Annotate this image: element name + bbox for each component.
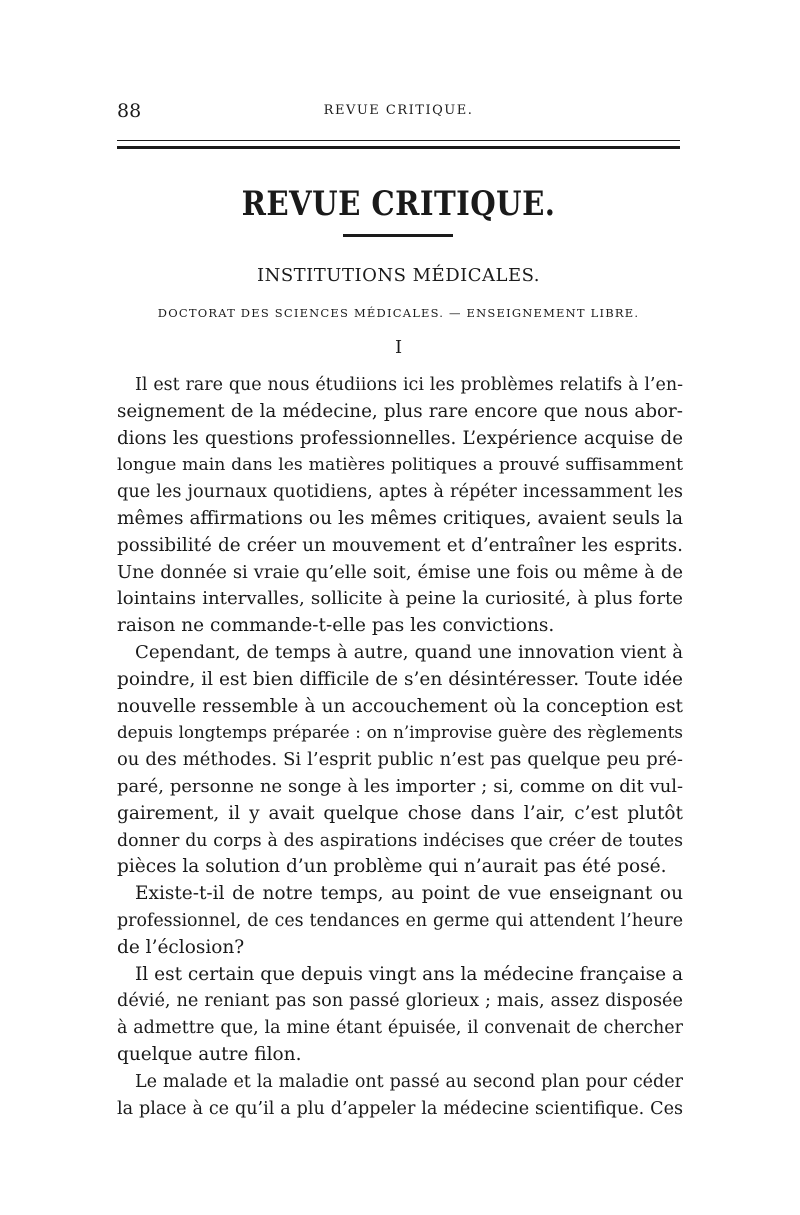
text-line: nouvelle ressemble à un accouchement où la conception est	[117, 695, 683, 717]
title-divider	[343, 234, 453, 237]
text-line: Une donnée si vraie qu’elle soit, émise une fois ou même à de	[117, 561, 683, 583]
text-line: Il est rare que nous étudiions ici les problèmes relatifs à l’en-	[135, 375, 683, 395]
page-title: REVUE CRITIQUE.	[241, 184, 556, 224]
part-numeral: I	[394, 337, 403, 358]
text-line: de l’éclosion?	[117, 936, 245, 958]
running-head	[117, 98, 680, 124]
text-line: Le malade et la maladie ont passé au second plan pour céder	[135, 1071, 683, 1092]
text-line: que les journaux quotidiens, aptes à répéter incessamment les	[117, 482, 683, 503]
header-rule-thin	[117, 140, 680, 141]
text-line: longue main dans les matières politiques a prouvé suffisamment	[117, 455, 683, 476]
text-line: dions les questions professionnelles. L’expérience acquise de	[117, 427, 683, 449]
text-line: raison ne commande-t-elle pas les convictions.	[117, 615, 555, 637]
text-line: lointains intervalles, sollicite à peine la curiosité, à plus forte	[117, 588, 683, 610]
text-line: paré, personne ne songe à les importer ; si, comme on dit vul-	[117, 775, 683, 797]
text-line: la place à ce qu’il a plu d’appeler la médecine scientifique. Ces	[117, 1098, 683, 1119]
text-line: dévié, ne reniant pas son passé glorieux ; mais, assez disposée	[117, 991, 683, 1012]
section-heading: INSTITUTIONS MÉDICALES.	[256, 265, 541, 286]
text-line: ou des méthodes. Si l’esprit public n’est pas quelque peu pré-	[117, 749, 683, 771]
text-line: pièces la solution d’un problème qui n’aurait pas été posé.	[117, 856, 667, 878]
text-line: mêmes affirmations ou les mêmes critiques, avaient seuls la	[117, 507, 683, 529]
text-line: Il est certain que depuis vingt ans la médecine française a	[135, 963, 683, 985]
text-line: donner du corps à des aspirations indécises que créer de toutes	[117, 830, 683, 851]
body-text	[117, 372, 683, 1122]
text-line: quelque autre filon.	[117, 1043, 302, 1065]
text-line: Cependant, de temps à autre, quand une innovation vient à	[135, 641, 683, 663]
text-line: seignement de la médecine, plus rare encore que nous abor-	[117, 400, 683, 422]
running-title: REVUE CRITIQUE.	[323, 103, 474, 118]
text-line: depuis longtemps préparée : on n’improvise guère des règlements	[117, 723, 683, 743]
text-line: à admettre que, la mine étant épuisée, il convenait de chercher	[117, 1018, 683, 1039]
text-line: professionnel, de ces tendances en germe qui attendent l’heure	[117, 910, 683, 931]
text-line: Existe-t-il de notre temps, au point de vue enseignant ou	[135, 883, 683, 905]
text-line: possibilité de créer un mouvement et d’entraîner les esprits.	[117, 534, 683, 556]
header-rule-thick	[117, 146, 680, 149]
page-number: 88	[117, 100, 142, 122]
subheading: DOCTORAT DES SCIENCES MÉDICALES. — ENSEIGNEMENT LIBRE.	[157, 306, 640, 320]
text-line: gairement, il y avait quelque chose dans l’air, c’est plutôt	[117, 802, 683, 824]
text-line: poindre, il est bien difficile de s’en désintéresser. Toute idée	[117, 668, 683, 690]
